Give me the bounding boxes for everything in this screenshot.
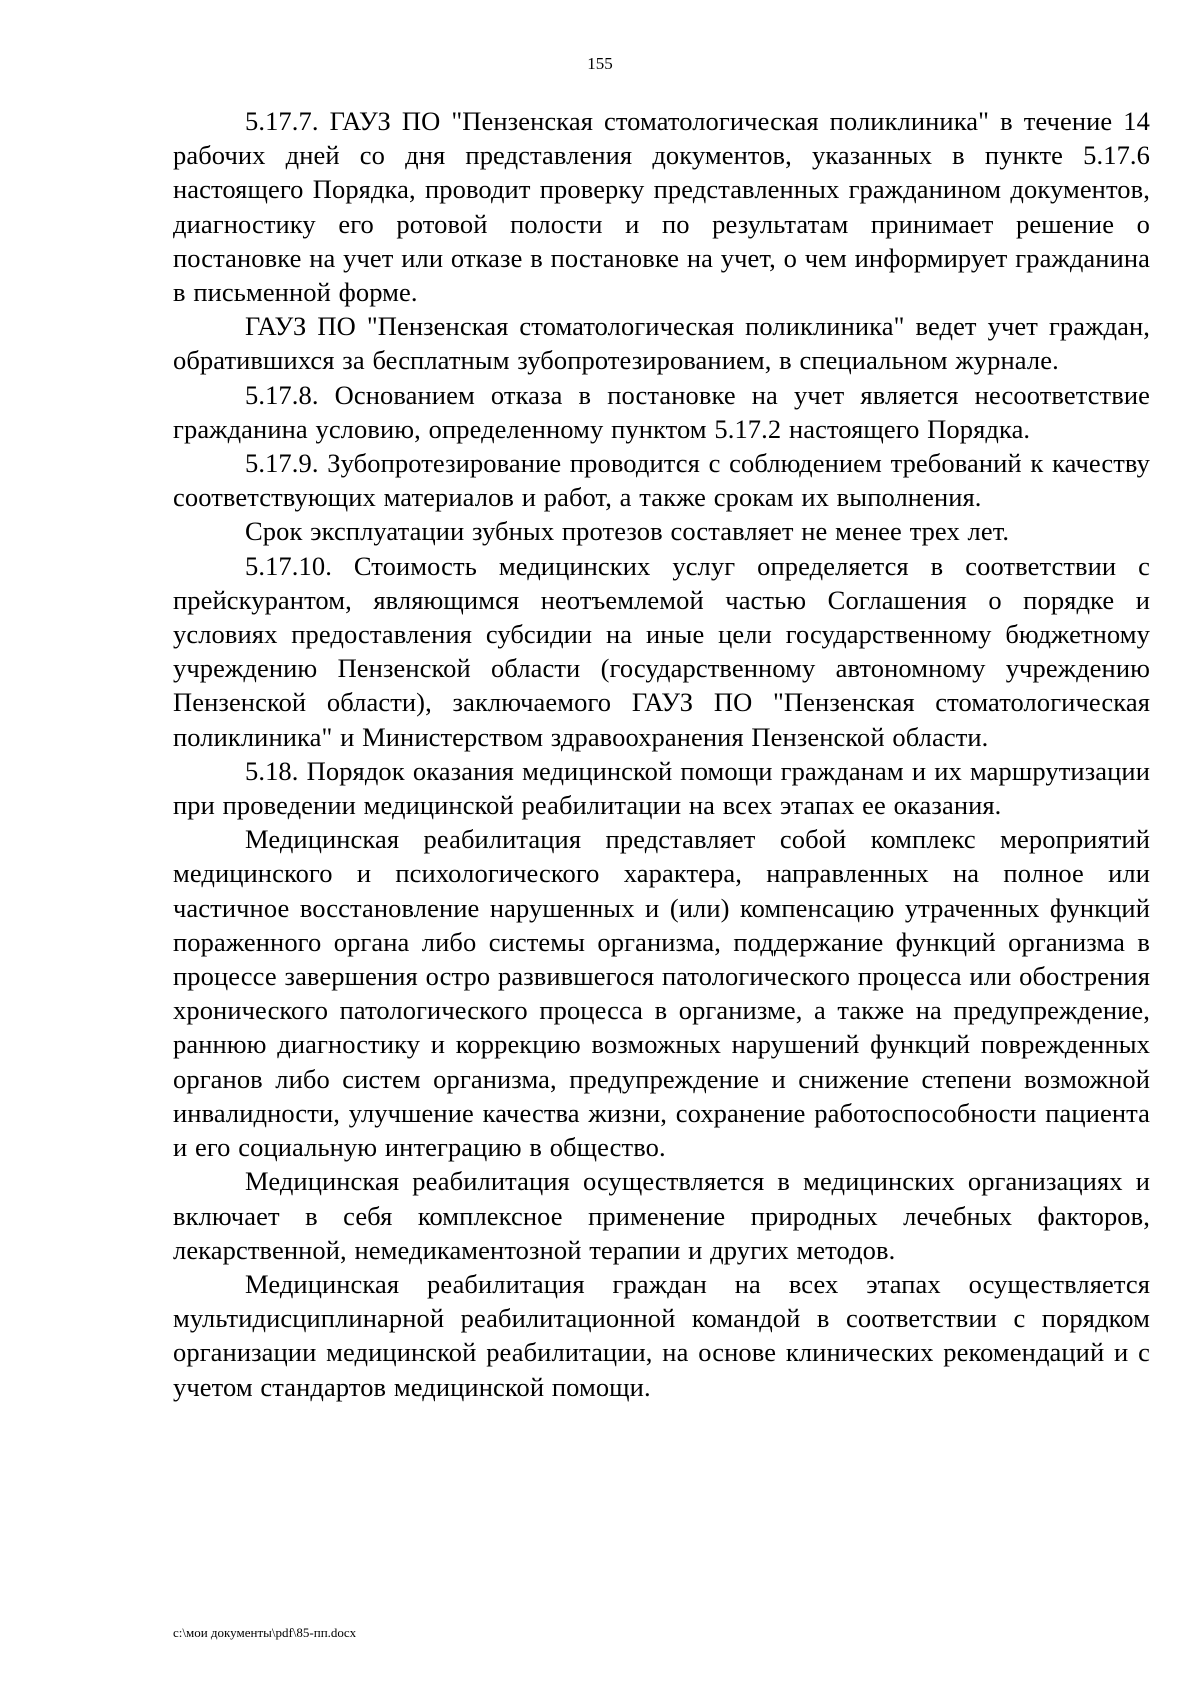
paragraph-rehabilitation-definition: Медицинская реабилитация представляет собой комплекс мероприятий медицинского и психологического характера, направленных на полное или частичное восстановление нарушенных и (или) компенсацию утраченных функций пораженного органа либо системы организма, поддержание функций организма в процессе завершения остро развившегося патологического процесса или обострения хронического патологического процесса в организме, а также на предупреждение, раннюю диагностику и коррекцию возможных нарушений функций поврежденных органов либо систем организма, предупреждение и снижение степени возможной инвалидности, улучшение качества жизни, сохранение работоспособности пациента и его социальную интеграцию в общество.	[173, 824, 1150, 1163]
document-body	[173, 104, 1150, 1404]
paragraph-5-17-8: 5.17.8. Основанием отказа в постановке на учет является несоответствие гражданина условию, определенному пунктом 5.17.2 настоящего Порядка.	[173, 379, 1150, 444]
footer-file-path: c:\мои документы\pdf\85-пп.docx	[173, 1625, 357, 1640]
paragraph-5-17-10: 5.17.10. Стоимость медицинских услуг определяется в соответствии с прейскурантом, являющимся неотъемлемой частью Соглашения о порядке и условиях предоставления субсидии на иные цели государственному бюджетному учреждению Пензенской области (государственному автономному учреждению Пензенской области), заключаемого ГАУЗ ПО "Пензенская стоматологическая поликлиника" и Министерством здравоохранения Пензенской области.	[173, 550, 1150, 752]
paragraph-5-18: 5.18. Порядок оказания медицинской помощи гражданам и их маршрутизации при проведении медицинской реабилитации на всех этапах ее оказания.	[173, 755, 1150, 821]
paragraph-5-17-7: 5.17.7. ГАУЗ ПО "Пензенская стоматологическая поликлиника" в течение 14 рабочих дней со дня представления документов, указанных в пункте 5.17.6 настоящего Порядка, проводит проверку представленных гражданином документов, диагностику его ротовой полости и по результатам принимает решение о постановке на учет или отказе в постановке на учет, о чем информирует гражданина в письменной форме.	[173, 106, 1150, 308]
paragraph-5-17-9: 5.17.9. Зубопротезирование проводится с соблюдением требований к качеству соответствующих материалов и работ, а также срокам их выполнения.	[173, 448, 1150, 513]
page-number: 155	[587, 54, 613, 73]
paragraph-rehabilitation-organizations: Медицинская реабилитация осуществляется в медицинских организациях и включает в себя комплексное применение природных лечебных факторов, лекарственной, немедикаментозной терапии и других методов.	[173, 1166, 1150, 1265]
paragraph-registration-journal: ГАУЗ ПО "Пензенская стоматологическая поликлиника" ведет учет граждан, обратившихся за бесплатным зубопротезированием, в специальном журнале.	[173, 311, 1150, 376]
paragraph-rehabilitation-team: Медицинская реабилитация граждан на всех этапах осуществляется мультидисциплинарной реабилитационной командой в соответствии с порядком организации медицинской реабилитации, на основе клинических рекомендаций и с учетом стандартов медицинской помощи.	[173, 1268, 1150, 1402]
paragraph-prosthesis-lifetime: Срок эксплуатации зубных протезов составляет не менее трех лет.	[245, 516, 1010, 547]
